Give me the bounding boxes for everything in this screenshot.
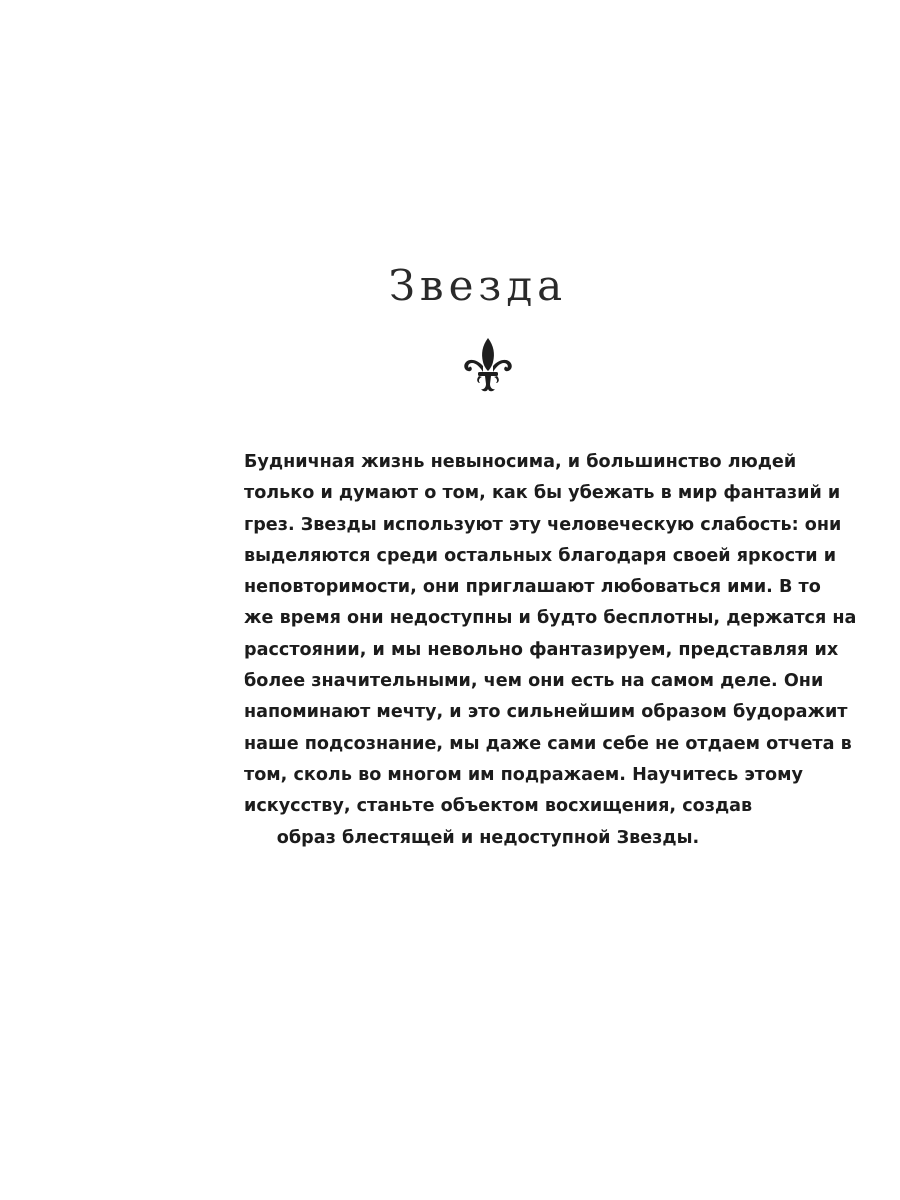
chapter-title: Звезда: [388, 261, 568, 310]
fleur-de-lis-icon: [462, 336, 514, 394]
text-line: наше подсознание, мы даже сами себе не отдаем отчета в: [244, 733, 852, 754]
body-paragraph: [244, 447, 857, 854]
text-line: Будничная жизнь невыносима, и большинство людей: [244, 452, 797, 472]
text-line: неповторимости, они приглашают любоваться ими. В то: [244, 577, 821, 598]
text-line: напоминают мечту, и это сильнейшим образом будоражит: [244, 702, 848, 723]
text-line: образ блестящей и недоступной Звезды.: [276, 827, 700, 848]
text-line: более значительными, чем они есть на самом деле. Они: [244, 671, 824, 692]
text-line: грез. Звезды используют эту человеческую слабость: они: [244, 514, 842, 535]
text-line: том, сколь во многом им подражаем. Научитесь этому: [244, 764, 803, 785]
text-line: выделяются среди остальных благодаря своей яркости и: [244, 545, 837, 566]
text-line: только и думают о том, как бы убежать в мир фантазий и: [244, 483, 841, 504]
text-line: же время они недоступны и будто бесплотны, держатся на: [244, 608, 857, 629]
text-line: искусству, станьте объектом восхищения, создав: [244, 796, 753, 817]
text-line: расстоянии, и мы невольно фантазируем, представляя их: [244, 639, 839, 660]
